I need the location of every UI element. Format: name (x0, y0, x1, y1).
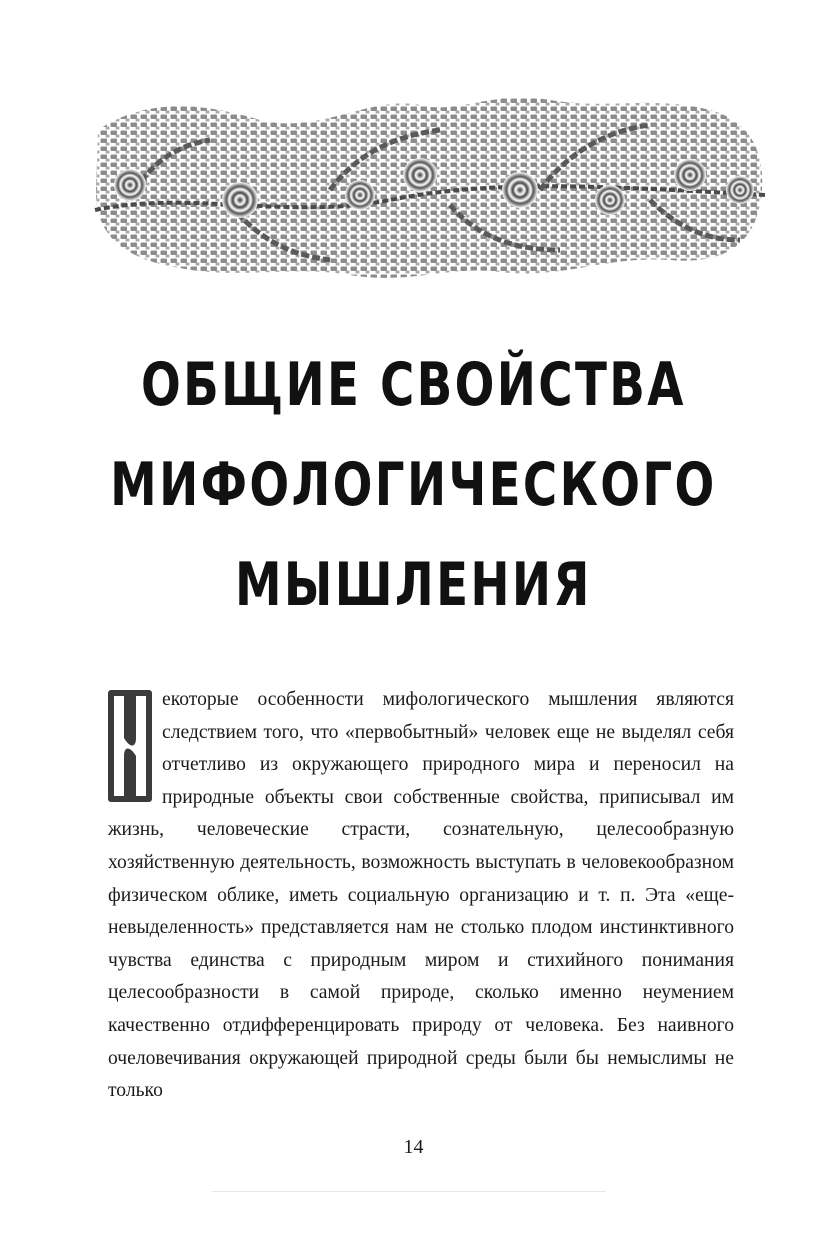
chapter-title-line-3: МЫШЛЕНИЯ (234, 550, 592, 620)
chapter-title-line-1: ОБЩИЕ СВОЙСТВА (140, 350, 686, 420)
footer-divider (212, 1191, 606, 1192)
body-paragraph (108, 684, 734, 1108)
dropcap-letter-icon (108, 690, 152, 802)
dropcap-block (108, 690, 152, 802)
chapter-title (91, 335, 736, 635)
mosaic-ornament (90, 90, 770, 290)
page-number: 14 (403, 1136, 424, 1158)
body-text-content: екоторые особенности мифологического мышления являются следствием того, что «первобытный» человек еще не выделял себя отчетливо из окружающего природного мира и переносил на природные объекты свои собственные свойства, приписывал им жизнь, человеческие страсти, сознательную, целесообразную хозяйственную деятельность, возможность выступать в человекообразном физическом облике, иметь социальную организацию и т. п. Эта «еще-невыделенность» представляется нам не столько плодом инстинктивного чувства единства с природным миром и стихийного понимания целесообразности в самой природе, сколько именно неумением качественно отдифференцировать природу от человека. Без наивного очеловечивания окружающей природной среды были бы немыслимы не только (108, 689, 734, 1102)
chapter-title-line-2: МИФОЛОГИЧЕСКОГО (110, 450, 717, 520)
